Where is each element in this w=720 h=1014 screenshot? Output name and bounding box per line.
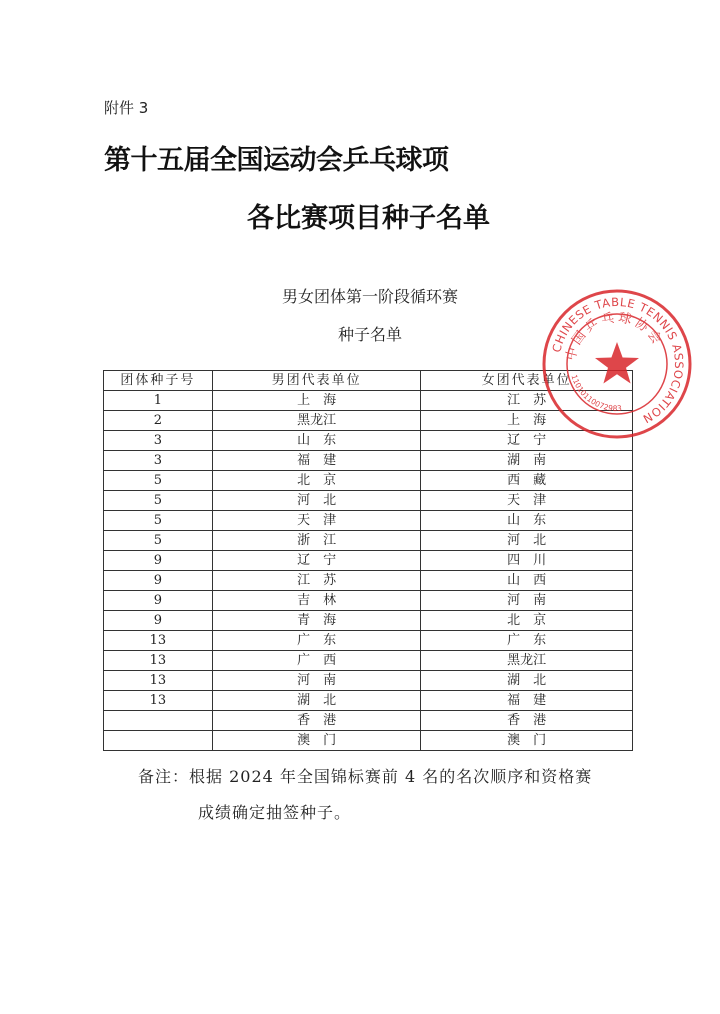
men-team-cell: 湖 北: [212, 691, 421, 711]
women-team-cell: 上 海: [421, 411, 633, 431]
seed-number-cell: 9: [104, 551, 213, 571]
document-title-line2: 各比赛项目种子名单: [247, 203, 490, 234]
header-women-team: 女团代表单位: [421, 371, 633, 391]
men-team-cell: 河 南: [212, 671, 421, 691]
seed-number-cell: [104, 711, 213, 731]
seal-inner-text: 中国乒乓球协会: [563, 310, 666, 363]
men-team-cell: 上 海: [212, 391, 421, 411]
table-row: [104, 671, 633, 691]
men-team-cell: 青 海: [212, 611, 421, 631]
seed-number-cell: 13: [104, 691, 213, 711]
seed-number-cell: 1: [104, 391, 213, 411]
seed-number-cell: 13: [104, 631, 213, 651]
table-row: [104, 571, 633, 591]
table-row: [104, 591, 633, 611]
table-row: [104, 651, 633, 671]
seal-code: 110101100729​83: [569, 373, 623, 414]
women-team-cell: 山 西: [421, 571, 633, 591]
note-line2: 成绩确定抽签种子。: [198, 803, 352, 822]
seed-number-cell: 5: [104, 491, 213, 511]
women-team-cell: 河 南: [421, 591, 633, 611]
men-team-cell: 香 港: [212, 711, 421, 731]
seed-number-cell: 3: [104, 451, 213, 471]
women-team-cell: 河 北: [421, 531, 633, 551]
women-team-cell: 天 津: [421, 491, 633, 511]
table-row: [104, 611, 633, 631]
women-team-cell: 香 港: [421, 711, 633, 731]
seed-number-cell: 5: [104, 471, 213, 491]
seed-table: [103, 370, 633, 751]
table-row: [104, 391, 633, 411]
women-team-cell: 山 东: [421, 511, 633, 531]
seed-number-cell: 9: [104, 571, 213, 591]
seed-number-cell: 13: [104, 651, 213, 671]
men-team-cell: 吉 林: [212, 591, 421, 611]
women-team-cell: 广 东: [421, 631, 633, 651]
women-team-cell: 江 苏: [421, 391, 633, 411]
seed-number-cell: 3: [104, 431, 213, 451]
men-team-cell: 黑龙江: [212, 411, 421, 431]
seed-number-cell: 13: [104, 671, 213, 691]
men-team-cell: 山 东: [212, 431, 421, 451]
table-row: [104, 731, 633, 751]
men-team-cell: 澳 门: [212, 731, 421, 751]
note-line1: 备注：根据 2024 年全国锦标赛前 4 名的名次顺序和资格赛: [138, 767, 593, 786]
table-row: [104, 711, 633, 731]
seed-number-cell: 2: [104, 411, 213, 431]
header-seed-number: 团体种子号: [104, 371, 213, 391]
women-team-cell: 西 藏: [421, 471, 633, 491]
men-team-cell: 广 西: [212, 651, 421, 671]
women-team-cell: 湖 北: [421, 671, 633, 691]
table-row: [104, 511, 633, 531]
table-row: [104, 491, 633, 511]
seal-outer-text: CHINESE TABLE TENNIS ASSOCIATION: [549, 294, 687, 427]
table-row: [104, 531, 633, 551]
seed-number-cell: 9: [104, 591, 213, 611]
table-row: [104, 691, 633, 711]
table-row: [104, 451, 633, 471]
table-header-row: [104, 371, 633, 391]
men-team-cell: 北 京: [212, 471, 421, 491]
section-subtitle-line2: 种子名单: [337, 325, 402, 344]
seed-number-cell: 9: [104, 611, 213, 631]
men-team-cell: 江 苏: [212, 571, 421, 591]
seed-number-cell: 5: [104, 511, 213, 531]
document-title-line1: 第十五届全国运动会乒乓球项: [104, 145, 449, 176]
men-team-cell: 福 建: [212, 451, 421, 471]
women-team-cell: 湖 南: [421, 451, 633, 471]
women-team-cell: 北 京: [421, 611, 633, 631]
table-row: [104, 411, 633, 431]
attachment-label: 附件 3: [104, 99, 149, 117]
men-team-cell: 广 东: [212, 631, 421, 651]
men-team-cell: 浙 江: [212, 531, 421, 551]
men-team-cell: 河 北: [212, 491, 421, 511]
men-team-cell: 天 津: [212, 511, 421, 531]
women-team-cell: 辽 宁: [421, 431, 633, 451]
men-team-cell: 辽 宁: [212, 551, 421, 571]
table-row: [104, 631, 633, 651]
women-team-cell: 四 川: [421, 551, 633, 571]
table-row: [104, 471, 633, 491]
seed-number-cell: [104, 731, 213, 751]
women-team-cell: 福 建: [421, 691, 633, 711]
header-men-team: 男团代表单位: [212, 371, 421, 391]
table-row: [104, 551, 633, 571]
seed-number-cell: 5: [104, 531, 213, 551]
table-row: [104, 431, 633, 451]
women-team-cell: 黑龙江: [421, 651, 633, 671]
women-team-cell: 澳 门: [421, 731, 633, 751]
section-subtitle-line1: 男女团体第一阶段循环赛: [281, 287, 458, 306]
